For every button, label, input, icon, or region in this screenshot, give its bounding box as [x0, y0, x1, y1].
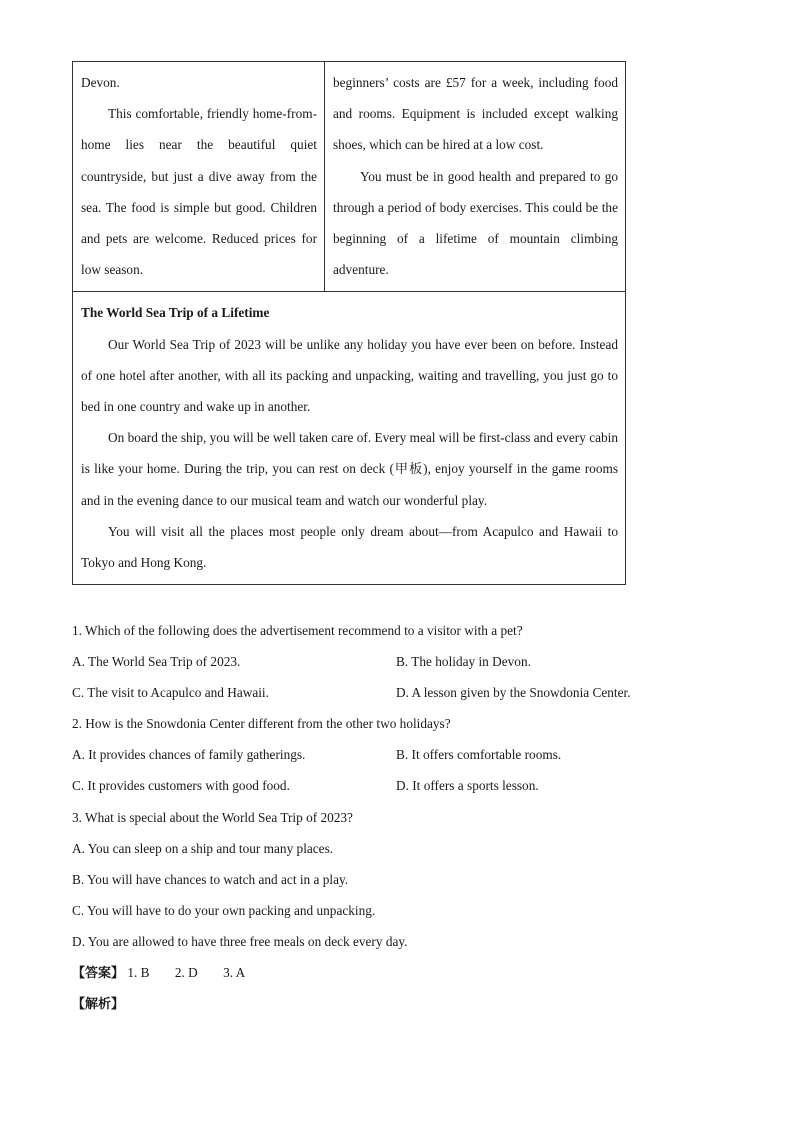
questions-section	[72, 615, 672, 1019]
devon-description: This comfortable, friendly home-from-home lies near the beautiful quiet countryside, but just a dive away from the sea. The food is simple but good. Children and pets are welcome. Reduced prices for low season.	[81, 106, 317, 278]
question-1-options-row-1	[72, 646, 672, 677]
snowdonia-requirements: You must be in good health and prepared to go through a period of body exercises. This could be the beginning of a lifetime of mountain climbing adventure.	[333, 168, 618, 278]
analysis-label: 【解析】	[72, 997, 125, 1013]
advertisement-table	[72, 61, 626, 585]
analysis-line	[72, 988, 672, 1019]
sea-trip-para-3: You will visit all the places most people only dream about—from Acapulco and Hawaii to Tokyo and Hong Kong.	[81, 523, 618, 571]
devon-lead-text: Devon.	[81, 75, 120, 90]
question-3-option-b: B. You will have chances to watch and act in a play.	[72, 871, 349, 887]
table-row-bottom	[73, 292, 626, 585]
question-1-option-b: B. The holiday in Devon.	[396, 654, 531, 670]
answer-item-1: 1. B	[127, 965, 150, 981]
question-2-option-a: A. It provides chances of family gatherings.	[72, 747, 306, 763]
table-row-top	[73, 62, 626, 292]
question-3-option-d: D. You are allowed to have three free meals on deck every day.	[72, 933, 408, 949]
question-3-stem: 3. What is special about the World Sea Trip of 2023?	[72, 809, 353, 825]
sea-trip-para-2: On board the ship, you will be well taken care of. Every meal will be first-class and every cabin is like your home. During the trip, you can rest on deck (甲板), enjoy yourself in the game rooms and in the evening dance to our musical team and watch our wonderful play.	[81, 430, 618, 508]
question-2-option-c: C. It provides customers with good food.	[72, 778, 290, 794]
cell-devon	[73, 62, 325, 292]
question-2-option-d: D. It offers a sports lesson.	[396, 778, 539, 794]
question-1-stem: 1. Which of the following does the advertisement recommend to a visitor with a pet?	[72, 623, 523, 638]
question-2-options-row-1	[72, 739, 672, 770]
answer-item-2: 2. D	[174, 965, 198, 981]
question-2-stem: 2. How is the Snowdonia Center different from the other two holidays?	[72, 716, 451, 732]
sea-trip-heading: The World Sea Trip of a Lifetime	[81, 305, 270, 321]
cell-sea-trip	[73, 292, 626, 585]
question-3-option-c: C. You will have to do your own packing and unpacking.	[72, 902, 376, 918]
answer-item-3: 3. A	[223, 965, 246, 981]
question-2-option-b: B. It offers comfortable rooms.	[396, 747, 562, 763]
question-3-option-a: A. You can sleep on a ship and tour many places.	[72, 840, 334, 856]
question-1-option-a: A. The World Sea Trip of 2023.	[72, 654, 241, 670]
question-1-option-c: C. The visit to Acapulco and Hawaii.	[72, 685, 269, 701]
answer-label: 【答案】	[72, 966, 125, 982]
question-1-options-row-2	[72, 677, 672, 708]
cell-snowdonia	[325, 62, 626, 292]
question-1-option-d: D. A lesson given by the Snowdonia Center.	[396, 685, 631, 701]
question-2-options-row-2	[72, 770, 672, 801]
answer-line	[72, 957, 672, 988]
snowdonia-costs-text: beginners’ costs are £57 for a week, including food and rooms. Equipment is included except walking shoes, which can be hired at a low cost.	[333, 75, 618, 153]
sea-trip-para-1: Our World Sea Trip of 2023 will be unlike any holiday you have ever been on before. Instead of one hotel after another, with all its packing and unpacking, waiting and travelling, you just go to bed in one country and wake up in another.	[81, 336, 618, 415]
